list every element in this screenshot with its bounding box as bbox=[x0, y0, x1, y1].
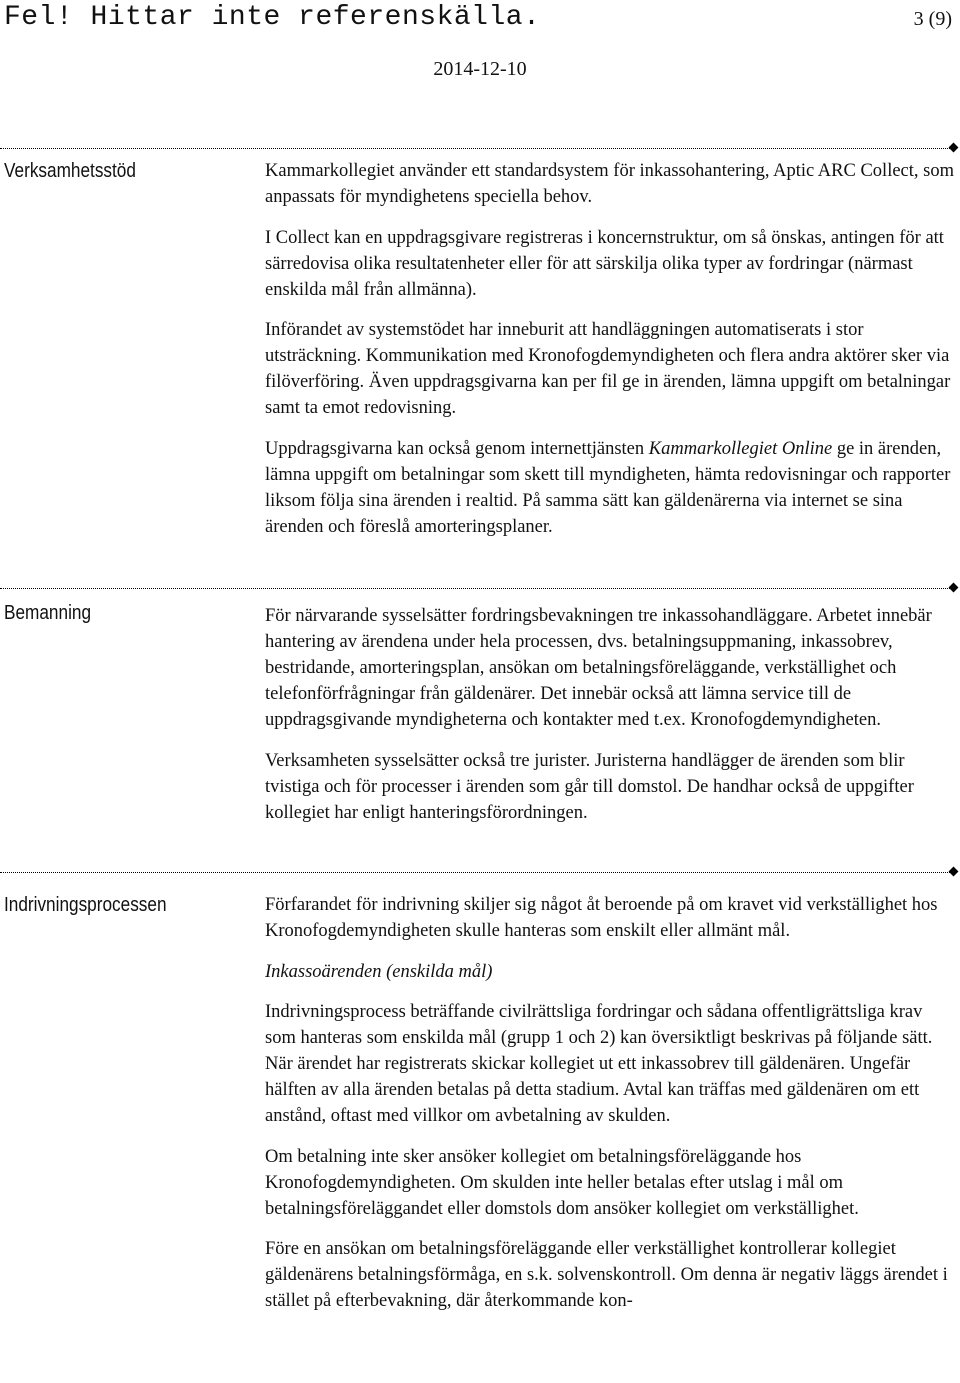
paragraph: För närvarande sysselsätter fordringsbevakningen tre inkassohandläggare. Arbetet innebär hantering av ärendena under hela processen, dvs. betalningsuppmaning, inkassobrev, bestridande, amorteringsplan, ansökan om betalningsföreläggande, verkställighet och telefonförfrågningar från gäldenärer. Det innebär också att lämna service till de uppdragsgivande myndigheterna och kontakter med t.ex. Kronofogdemyndigheten. bbox=[265, 606, 932, 730]
paragraph-text: Uppdragsgivarna kan också genom internettjänsten bbox=[265, 438, 649, 459]
section-label: Bemanning bbox=[4, 602, 92, 624]
paragraph-text: ge in ärenden, lämna uppgift om betalningar som skett till myndigheten, hämta redovisningar och rapporter liksom följa sina ärenden i realtid. På samma sätt kan gäldenärerna via internet se sina ärenden och föreslå amorteringsplaner. bbox=[265, 438, 951, 537]
page-number: 3 (9) bbox=[913, 8, 952, 30]
section-body bbox=[265, 158, 955, 554]
page-header bbox=[0, 0, 960, 90]
paragraph: Kammarkollegiet använder ett standardsystem för inkassohantering, Aptic ARC Collect, som anpassats för myndighetens speciella behov. bbox=[265, 161, 954, 207]
paragraph bbox=[265, 436, 955, 540]
section-divider bbox=[0, 872, 952, 873]
paragraph: I Collect kan en uppdragsgivare registreras i koncernstruktur, om så önskas, antingen för att särredovisa olika resultatenheter eller för att särskilja olika typer av fordringar (närmast enskilda mål från allmänna). bbox=[265, 227, 944, 300]
document-title: Fel! Hittar inte referenskälla. bbox=[4, 2, 541, 33]
section-divider bbox=[0, 588, 952, 589]
document-date: 2014-12-10 bbox=[433, 58, 527, 80]
paragraph: Indrivningsprocess beträffande civilrättsliga fordringar och sådana offentligrättsliga krav som hanteras som enskilda mål (grupp 1 och 2) kan översiktligt beskrivas på följande sätt. När ärendet har registrerats skickar kollegiet ut ett inkassobrev till gäldenären. Ungefär hälften av alla ärenden betalas på detta stadium. Avtal kan träffas med gäldenären om ett anstånd, oftast med villkor om avbetalning av skulden. bbox=[265, 1002, 933, 1126]
subheading: Inkassoärenden (enskilda mål) bbox=[265, 961, 493, 982]
paragraph: Verksamheten sysselsätter också tre jurister. Juristerna handlägger de ärenden som blir tvistiga och för processer i ärenden som går till domstol. De handhar också de uppgifter kollegiet har enligt hanteringsförordningen. bbox=[265, 750, 914, 823]
section-divider bbox=[0, 148, 952, 149]
paragraph: Införandet av systemstödet har inneburit att handläggningen automatiserats i stor utsträckning. Kommunikation med Kronofogdemyndigheten och flera andra aktörer sker via filöverföring. Även uppdragsgivarna kan per fil ge in ärenden, lämna uppgift om betalningar samt ta emot redovisning. bbox=[265, 320, 951, 418]
section-body bbox=[265, 603, 955, 840]
paragraph: Före en ansökan om betalningsföreläggande eller verkställighet kontrollerar kollegiet gäldenärens betalningsförmåga, en s.k. solvenskontroll. Om denna är negativ läggs ärendet i stället på efterbevakning, där återkommande kon- bbox=[265, 1239, 948, 1311]
paragraph: Om betalning inte sker ansöker kollegiet om betalningsföreläggande hos Kronofogdemyndigheten. Om skulden inte heller betalas efter utslag i mål om betalningsföreläggandet eller domstols dom ansöker kollegiet om verkställighet. bbox=[265, 1146, 859, 1219]
section-body bbox=[265, 892, 955, 1329]
paragraph: Förfarandet för indrivning skiljer sig något åt beroende på om kravet vid verkställighet hos Kronofogdemyndigheten skulle hanteras som enskilt eller allmänt mål. bbox=[265, 895, 938, 941]
section-label: Verksamhetsstöd bbox=[4, 160, 136, 182]
section-label: Indrivningsprocessen bbox=[4, 894, 167, 916]
service-name: Kammarkollegiet Online bbox=[648, 438, 833, 459]
